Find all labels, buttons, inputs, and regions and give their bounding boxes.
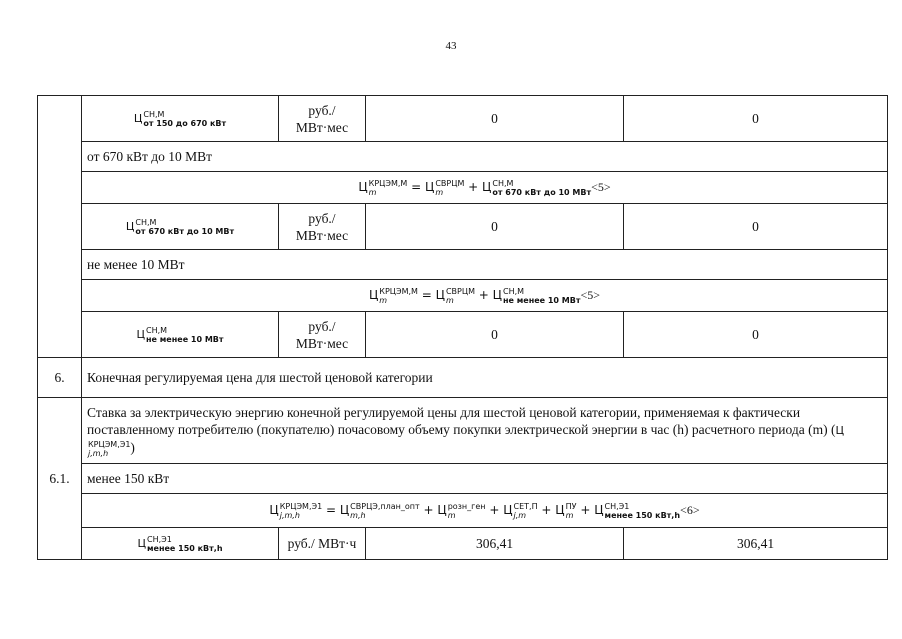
formula-subscript: m — [435, 187, 444, 197]
symbol-main: Ц — [835, 423, 845, 437]
row-number-cell: 6. — [38, 358, 82, 398]
formula-superscript: СН,М — [492, 178, 514, 188]
formula-term: Ц — [594, 503, 604, 518]
formula-subscript: j,m,h — [279, 510, 300, 520]
value-cell: 0 — [624, 96, 888, 142]
formula-term: Ц — [435, 288, 445, 303]
formula-subscript: не менее 10 МВт — [503, 295, 581, 305]
formula-term: Ц — [368, 288, 379, 303]
formula-subscript: m — [445, 295, 454, 305]
subsection-label: не менее 10 МВт — [82, 250, 888, 280]
symbol-main: Ц — [133, 112, 143, 125]
formula-operator: = — [322, 503, 340, 518]
formula-term: Ц — [503, 503, 513, 518]
unit-line: руб./ — [308, 210, 336, 226]
formula-operator: + — [485, 503, 504, 518]
formula-cell — [82, 172, 888, 204]
description-text: Ставка за электрическую энергию конечной регулируемой цены для шестой ценовой категории, применяемая к фактически поставленному потребителю (покупателю) почасовому объему покупки электрической энергии в час (h) расчетного периода (m) ( — [87, 404, 836, 437]
formula-superscript: СВРЦЭ,план_опт — [350, 501, 420, 511]
formula-superscript: КРЦЭМ,М — [368, 178, 408, 188]
formula-term: Ц — [425, 180, 435, 195]
tariff-table — [37, 95, 888, 560]
formula-term: Ц — [358, 180, 368, 195]
formula-subscript: от 670 кВт до 10 МВт — [492, 187, 592, 197]
formula-operator: + — [576, 503, 595, 518]
unit-line: МВт·мес — [295, 119, 349, 135]
symbol-superscript: СН,М — [143, 110, 165, 119]
formula-superscript: СН,М — [503, 286, 525, 296]
formula-subscript: менее 150 кВт,h — [604, 510, 681, 520]
formula-subscript: m — [565, 510, 574, 520]
formula-operator: = — [407, 180, 426, 195]
table-row — [38, 142, 888, 172]
symbol-superscript: СН,М — [146, 326, 168, 335]
value-cell: 306,41 — [366, 528, 624, 560]
formula-operator: + — [464, 180, 483, 195]
formula-superscript: КРЦЭМ,Э1 — [279, 501, 323, 511]
unit-cell: руб./ МВт·ч — [279, 528, 366, 560]
formula-superscript: ПУ — [565, 501, 577, 511]
formula-operator: + — [419, 503, 438, 518]
table-row — [38, 398, 888, 464]
formula-superscript: СВРЦМ — [445, 286, 475, 296]
table-row — [38, 250, 888, 280]
unit-line: МВт·мес — [295, 335, 349, 351]
symbol-subscript: j,m,h — [88, 448, 109, 458]
value-cell: 0 — [366, 312, 624, 358]
value-cell: 0 — [366, 96, 624, 142]
formula-cell — [82, 494, 888, 528]
subsection-label: от 670 кВт до 10 МВт — [82, 142, 888, 172]
description-text: ) — [130, 439, 135, 455]
unit-line: руб./ — [308, 318, 336, 334]
formula-superscript: СЕТ,П — [513, 501, 538, 511]
symbol-main: Ц — [125, 220, 135, 233]
rate-symbol-cell — [82, 528, 279, 560]
symbol-main: Ц — [137, 537, 147, 550]
formula-term: Ц — [555, 503, 565, 518]
table-row — [38, 358, 888, 398]
formula-subscript: m,h — [350, 510, 366, 520]
unit-line: МВт·мес — [295, 227, 349, 243]
table-row — [38, 280, 888, 312]
symbol-superscript: СН,Э1 — [147, 535, 172, 544]
symbol-subscript: от 150 до 670 кВт — [143, 119, 227, 128]
formula-superscript: СН,Э1 — [604, 501, 630, 511]
endnote-marker: <6> — [680, 503, 700, 518]
unit-cell — [279, 96, 366, 142]
formula-term: Ц — [269, 503, 279, 518]
symbol-superscript: КРЦЭМ,Э1 — [88, 439, 131, 449]
formula-operator: + — [474, 288, 493, 303]
table-row — [38, 96, 888, 142]
subsection-label: менее 150 кВт — [82, 464, 888, 494]
formula-superscript: СВРЦМ — [435, 178, 465, 188]
symbol-main: Ц — [136, 328, 146, 341]
page-number: 43 — [445, 40, 457, 52]
section-title: Конечная регулируемая цена для шестой ценовой категории — [82, 358, 888, 398]
row-number-cell — [38, 96, 82, 358]
unit-line: руб./ — [308, 102, 336, 118]
formula-subscript: m — [447, 510, 456, 520]
formula-operator: = — [417, 288, 436, 303]
symbol-subscript: не менее 10 МВт — [146, 335, 224, 344]
rate-symbol-cell — [82, 96, 279, 142]
symbol-subscript: менее 150 кВт,h — [147, 544, 223, 553]
symbol-superscript: СН,М — [135, 218, 157, 227]
value-cell: 0 — [624, 204, 888, 250]
endnote-marker: <5> — [591, 180, 611, 195]
formula-cell — [82, 280, 888, 312]
table-row — [38, 172, 888, 204]
formula-term: Ц — [482, 180, 492, 195]
table-row — [38, 204, 888, 250]
formula-subscript: m — [368, 187, 377, 197]
value-cell: 0 — [624, 312, 888, 358]
value-cell: 306,41 — [624, 528, 888, 560]
value-cell: 0 — [366, 204, 624, 250]
section-description — [82, 398, 888, 464]
endnote-marker: <5> — [580, 288, 601, 303]
row-number-cell: 6.1. — [38, 398, 82, 560]
formula-term: Ц — [492, 288, 502, 303]
symbol-subscript: от 670 кВт до 10 МВт — [135, 227, 235, 236]
formula-subscript: j,m — [513, 510, 527, 520]
formula-superscript: КРЦЭМ,М — [379, 286, 418, 296]
formula-term: Ц — [437, 503, 447, 518]
rate-symbol-cell — [82, 312, 279, 358]
table-row — [38, 312, 888, 358]
unit-cell — [279, 204, 366, 250]
rate-symbol-cell — [82, 204, 279, 250]
unit-cell — [279, 312, 366, 358]
formula-term: Ц — [339, 503, 350, 518]
formula-superscript: розн_ген — [447, 501, 486, 511]
table-row — [38, 464, 888, 494]
formula-operator: + — [537, 503, 556, 518]
formula-subscript: m — [379, 295, 388, 305]
table-row — [38, 494, 888, 528]
table-row — [38, 528, 888, 560]
